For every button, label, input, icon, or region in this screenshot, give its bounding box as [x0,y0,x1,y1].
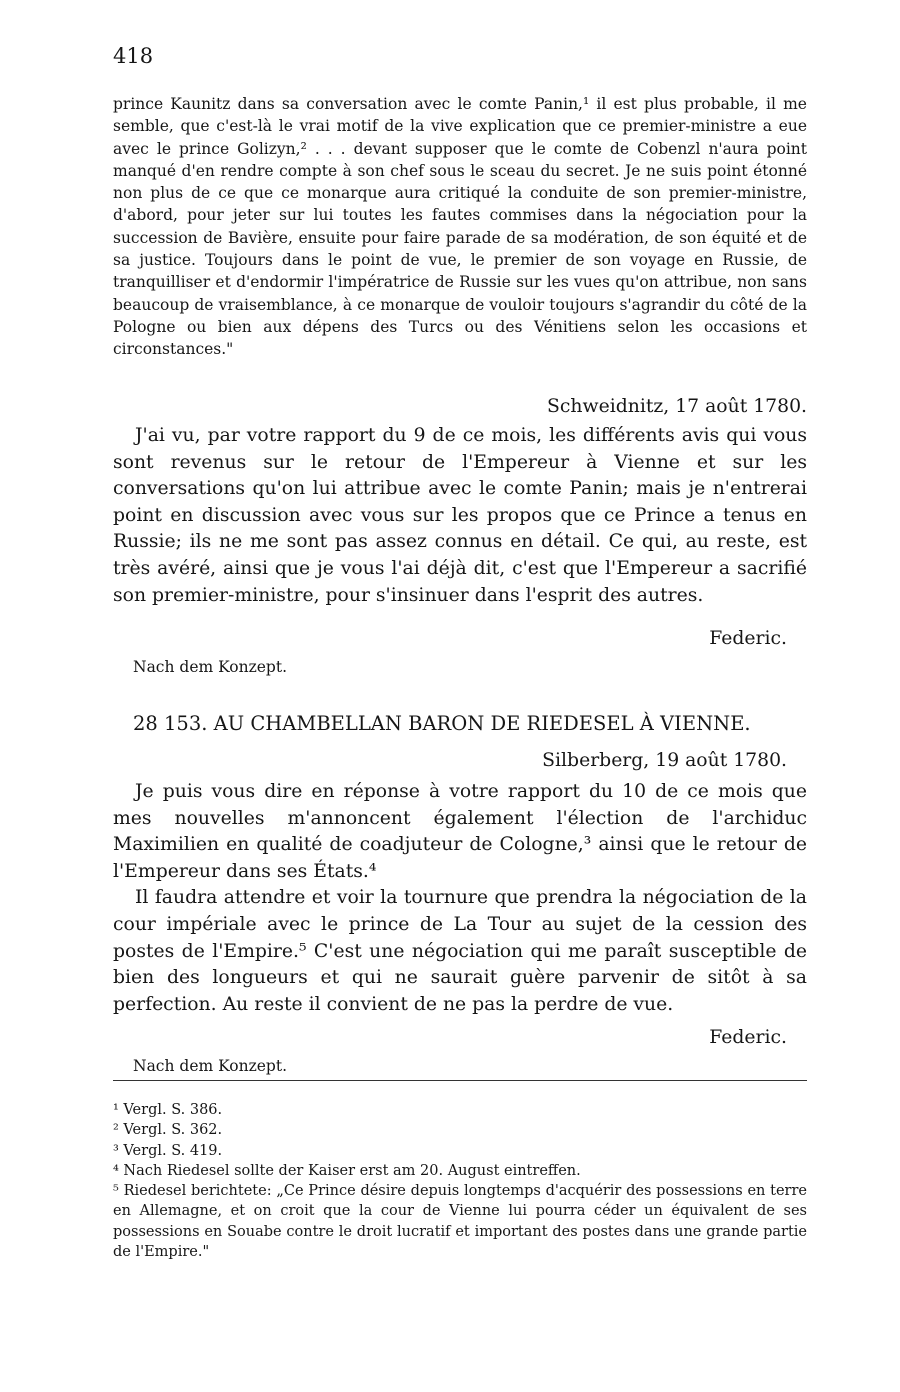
letter1-dateline: Schweidnitz, 17 août 1780. [547,396,807,417]
page-number: 418 [113,44,154,68]
footnote-3: ³ Vergl. S. 419. [113,1142,223,1159]
letter2-heading: 28 153. AU CHAMBELLAN BARON DE RIEDESEL À VIENNE. [133,712,751,735]
continuation-paragraph [113,93,807,361]
letter1-source-note: Nach dem Konzept. [133,658,288,676]
continuation-text: prince Kaunitz dans sa conversation avec le comte Panin,¹ il est plus probable, il me semble, que c'est-là le vrai motif de la vive explication que ce premier-ministre a eue avec le prince Golizyn,² . . . devant supposer que le comte de Cobenzl n'aura point manqué d'en rendre compte à son chef sous le sceau du secret. Je ne suis point étonné non plus de ce que ce monarque aura critiqué la conduite de son premier-ministre, d'abord, pour jeter sur lui toutes les fautes commises dans la négociation pour la succession de Bavière, ensuite pour faire parade de sa modération, de son équité et de sa justice. Toujours dans le point de vue, le premier de son voyage en Russie, de tranquilliser et d'endormir l'impératrice de Russie sur les vues qu'on attribue, non sans beaucoup de vraisemblance, à ce monarque de vouloir toujours s'agrandir du côté de la Pologne ou bien aux dépens des Turcs ou des Vénitiens selon les occasions et circonstances." [113,95,807,359]
letter2-dateline: Silberberg, 19 août 1780. [542,750,787,771]
footnotes [113,1100,807,1262]
letter2-signature: Federic. [709,1027,787,1048]
footnote-4: ⁴ Nach Riedesel sollte der Kaiser erst am 20. August eintreffen. [113,1162,581,1179]
letter1-body: J'ai vu, par votre rapport du 9 de ce mois, les différents avis qui vous sont revenus sur le retour de l'Empereur à Vienne et sur les conversations qu'on lui attribue avec le comte Panin; mais je n'entrerai point en discussion avec vous sur les propos que ce Prince a tenus en Russie; ils ne me sont pas assez connus en détail. Ce qui, au reste, est très avéré, ainsi que je vous l'ai déjà dit, c'est que l'Empereur a sacrifié son premier-ministre, pour s'insinuer dans l'esprit des autres. [113,425,807,606]
footnote-1: ¹ Vergl. S. 386. [113,1102,223,1118]
footnote-5: ⁵ Riedesel berichtete: „Ce Prince désire depuis longtemps d'acquérir des possessions en terre en Allemagne, et on croit que la cour de Vienne lui pourra céder un équivalent de ses possessions en Souabe contre le droit lucratif et important des postes dans une grande partie de l'Empire." [113,1183,807,1261]
letter1-signature: Federic. [709,628,787,649]
footnote-2: ² Vergl. S. 362. [113,1122,223,1139]
letter2-paragraph-2: Il faudra attendre et voir la tournure que prendra la négociation de la cour impériale avec le prince de La Tour au sujet de la cession des postes de l'Empire.⁵ C'est une négociation qui me paraît susceptible de bien des longueurs et qui ne saurait guère parvenir de sitôt à sa perfection. Au reste il convient de ne pas la perdre de vue. [113,887,807,1015]
letter2-body [113,779,807,1018]
letter2-paragraph-1: Je puis vous dire en réponse à votre rapport du 10 de ce mois que mes nouvelles m'annoncent également l'élection de l'archiduc Maximilien en qualité de coadjuteur de Cologne,³ ainsi que le retour de l'Empereur dans ses États.⁴ [113,781,807,882]
letter2-source-note: Nach dem Konzept. [133,1057,288,1075]
footnote-divider [113,1080,807,1081]
